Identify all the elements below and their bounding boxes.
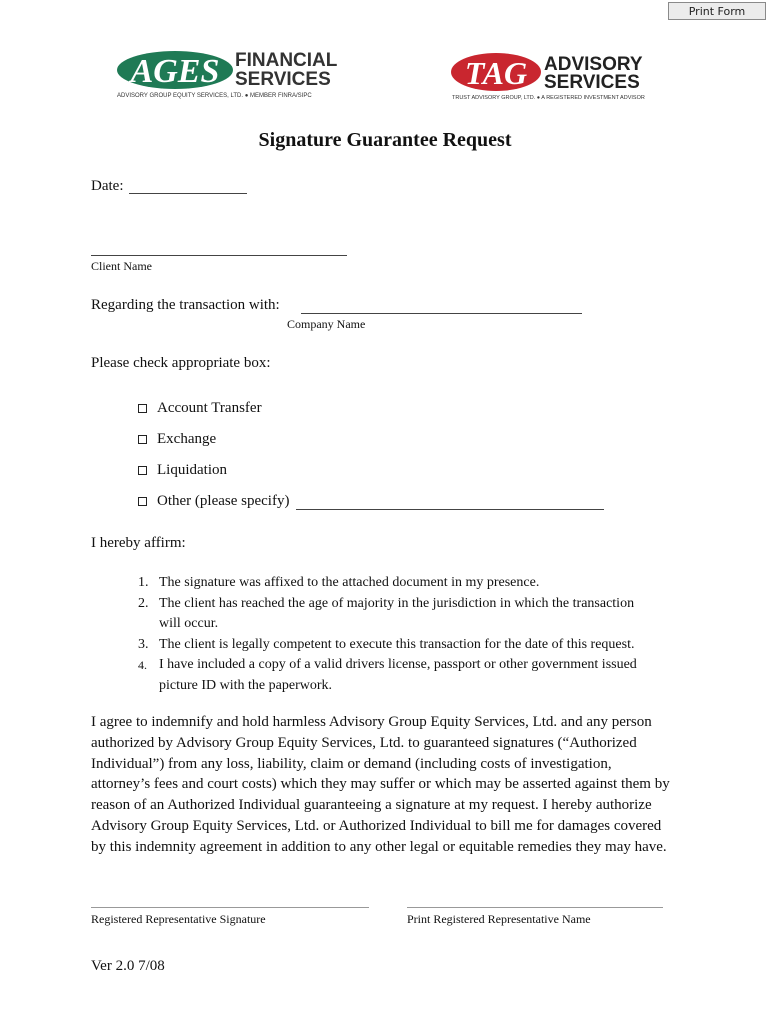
affirm-line: I have included a copy of a valid drivers license, passport or other government issued	[159, 657, 637, 672]
tag-logo-mark	[450, 51, 542, 93]
affirm-number: 1.	[138, 575, 149, 590]
ages-logo-mark	[115, 48, 235, 92]
date-label: Date:	[91, 178, 124, 194]
other-checkbox[interactable]	[138, 497, 147, 506]
indemnity-line: Individual”) from any loss, liability, claim or demand (including costs of investigation,	[91, 755, 612, 772]
affirm-number: 4.	[138, 658, 147, 672]
print-form-button[interactable]: Print Form	[668, 2, 766, 20]
option-account-transfer: Account Transfer	[157, 400, 262, 416]
version-label: Ver 2.0 7/08	[91, 958, 165, 974]
tag-word-advisory: ADVISORY	[544, 54, 643, 75]
indemnity-line: Advisory Group Equity Services, Ltd. or Authorized Individual to bill me for damages covered	[91, 817, 662, 834]
option-liquidation: Liquidation	[157, 462, 227, 478]
check-prompt: Please check appropriate box:	[91, 355, 271, 371]
tag-tagline: TRUST ADVISORY GROUP, LTD. ● A REGISTERED INVESTMENT ADVISOR	[452, 95, 645, 101]
client-name-label: Client Name	[91, 259, 152, 273]
option-exchange: Exchange	[157, 431, 217, 447]
date-field[interactable]	[129, 193, 247, 194]
indemnity-line: reason of an Authorized Individual guaranteeing a signature at my request. I hereby authorize	[91, 797, 652, 814]
liquidation-checkbox[interactable]	[138, 466, 147, 475]
tag-word-services: SERVICES	[544, 72, 640, 93]
page-title: Signature Guarantee Request	[258, 129, 512, 151]
signature-field[interactable]	[91, 907, 369, 908]
affirm-line: will occur.	[159, 616, 219, 631]
option-other: Other (please specify)	[157, 493, 290, 509]
affirm-number: 3.	[138, 637, 149, 652]
affirm-heading: I hereby affirm:	[91, 535, 186, 551]
tag-logo	[450, 51, 665, 105]
account-transfer-checkbox[interactable]	[138, 404, 147, 413]
client-name-field[interactable]	[91, 255, 347, 256]
company-name-field[interactable]	[301, 313, 582, 314]
signature-label: Registered Representative Signature	[91, 912, 266, 926]
indemnity-line: by this indemnity agreement in addition to any other legal or equitable remedies they may have.	[91, 838, 667, 855]
indemnity-line: attorney’s fees and court costs) which they may suffer or which may be asserted against them by	[91, 776, 670, 793]
affirm-number: 2.	[138, 596, 149, 611]
tag-mark-text: TAG	[464, 55, 528, 91]
indemnity-line: I agree to indemnify and hold harmless Advisory Group Equity Services, Ltd. and any person	[91, 714, 652, 730]
print-name-label: Print Registered Representative Name	[407, 912, 591, 926]
affirm-line: picture ID with the paperwork.	[159, 678, 332, 693]
indemnity-paragraph	[91, 712, 687, 858]
ages-word-financial: FINANCIAL	[235, 50, 338, 71]
ages-logo	[115, 48, 340, 104]
print-name-field[interactable]	[407, 907, 663, 908]
company-name-label: Company Name	[287, 317, 366, 331]
ages-word-services: SERVICES	[235, 69, 331, 90]
exchange-checkbox[interactable]	[138, 435, 147, 444]
affirm-line: The signature was affixed to the attached document in my presence.	[159, 575, 540, 590]
ages-mark-text: AGES	[130, 53, 220, 90]
indemnity-line: authorized by Advisory Group Equity Services, Ltd. to guaranteed signatures (“Authorized	[91, 734, 637, 751]
ages-tagline: ADVISORY GROUP EQUITY SERVICES, LTD. ● MEMBER FINRA/SIPC	[117, 93, 312, 99]
affirm-line: The client is legally competent to execute this transaction for the date of this request.	[159, 637, 635, 652]
transaction-label: Regarding the transaction with:	[91, 297, 280, 313]
affirm-line: The client has reached the age of majority in the jurisdiction in which the transaction	[159, 596, 635, 611]
other-specify-field[interactable]	[296, 509, 604, 510]
